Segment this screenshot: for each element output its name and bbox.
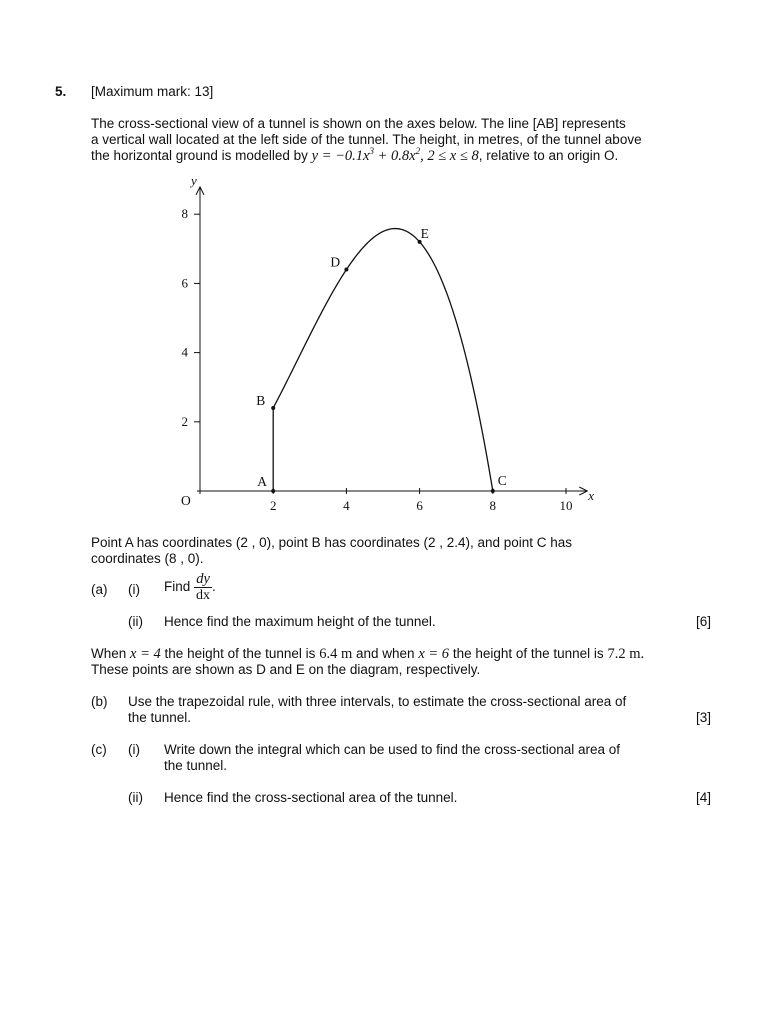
point-a — [271, 489, 275, 493]
model-exp-1: 3 — [369, 146, 374, 157]
height-7-2: 7.2 m. — [607, 646, 645, 662]
point-label-c: C — [497, 473, 507, 488]
intro-line-3-tail: , relative to an origin O. — [478, 148, 619, 163]
when-text-1: When — [91, 646, 127, 661]
model-part: y = −0.1x — [311, 148, 370, 164]
dy-dx-fraction — [194, 572, 212, 603]
x-tick-label: 10 — [559, 498, 573, 513]
point-label-a: A — [257, 474, 267, 489]
points — [256, 226, 507, 493]
origin-label: O — [181, 493, 191, 508]
part-c-ii-label: (ii) — [128, 790, 143, 805]
part-a-marks: [6] — [696, 614, 712, 629]
axes — [181, 173, 594, 508]
y-tick-label: 4 — [181, 344, 188, 360]
part-c-i-line-2: the tunnel. — [164, 758, 228, 773]
intro-line-1: The cross-sectional view of a tunnel is shown on the axes below. The line [AB] represents — [91, 116, 626, 131]
point-label-b: B — [256, 392, 266, 408]
part-a-label: (a) — [91, 582, 108, 597]
part-a-i-label: (i) — [128, 582, 140, 597]
x-axis-label: x — [588, 488, 595, 503]
x-equals-4: x = 4 — [130, 646, 161, 662]
max-mark: [Maximum mark: 13] — [91, 84, 214, 99]
de-line-2: These points are shown as D and E on the diagram, respectively. — [91, 662, 481, 677]
part-a-i-text: Find $\frac{dy}{dx}$ . — [164, 571, 216, 603]
x-tick-label: 6 — [416, 498, 423, 513]
fraction-denominator: dx — [196, 588, 211, 603]
ticks — [182, 206, 573, 513]
height-text-1: the height of the tunnel is — [164, 646, 316, 661]
y-axis-label: y — [191, 172, 197, 188]
part-b-line-2: the tunnel. — [128, 710, 192, 725]
part-c-i-label: (i) — [128, 742, 140, 757]
y-tick-label: 6 — [181, 275, 188, 291]
point-c — [491, 489, 495, 493]
x-equals-6: x = 6 — [418, 646, 450, 662]
y-tick-label: 8 — [181, 206, 188, 222]
x-tick-label: 4 — [343, 498, 350, 513]
height-text-2: the height of the tunnel is — [452, 646, 604, 661]
coords-line-1: Point A has coordinates (2 , 0), point B has coordinates (2 , 2.4), and point C has — [91, 535, 573, 550]
intro-line-2: a vertical wall located at the left side of the tunnel. The height, in metres, of the tunnel above — [91, 132, 642, 147]
point-b — [271, 406, 275, 410]
part-a-ii-text: Hence find the maximum height of the tunnel. — [164, 614, 436, 629]
height-6-4: 6.4 m — [319, 646, 353, 662]
point-label-d: D — [330, 254, 341, 270]
point-d — [344, 268, 348, 272]
model-domain: , 2 ≤ x ≤ 8 — [420, 148, 479, 164]
find-text: Find — [164, 579, 191, 595]
model-mid: + 0.8x — [373, 148, 416, 164]
part-c-label: (c) — [91, 742, 107, 757]
part-c-marks: [4] — [696, 790, 712, 805]
part-b-marks: [3] — [696, 710, 712, 725]
y-tick-label: 2 — [181, 413, 188, 429]
x-tick-label: 8 — [489, 498, 497, 513]
part-b-line-1: Use the trapezoidal rule, with three intervals, to estimate the cross-sectional area of — [128, 694, 627, 709]
model-exp-2: 2 — [415, 146, 421, 157]
tunnel-curve — [273, 229, 493, 491]
coords-line-2: coordinates (8 , 0). — [91, 551, 204, 566]
fraction-numerator: dy — [194, 572, 212, 588]
point-label-e: E — [420, 225, 429, 241]
part-a-ii-label: (ii) — [128, 614, 143, 629]
part-c-ii-text: Hence find the cross-sectional area of the tunnel. — [164, 790, 458, 805]
intro-line-3-text: the horizontal ground is modelled by — [91, 148, 308, 163]
part-c-i-line-1: Write down the integral which can be used to find the cross-sectional area of — [164, 742, 621, 757]
question-number: 5. — [55, 84, 67, 99]
part-b-label: (b) — [91, 694, 108, 709]
and-when-text: and when — [355, 646, 415, 661]
x-tick-label: 2 — [269, 498, 277, 513]
